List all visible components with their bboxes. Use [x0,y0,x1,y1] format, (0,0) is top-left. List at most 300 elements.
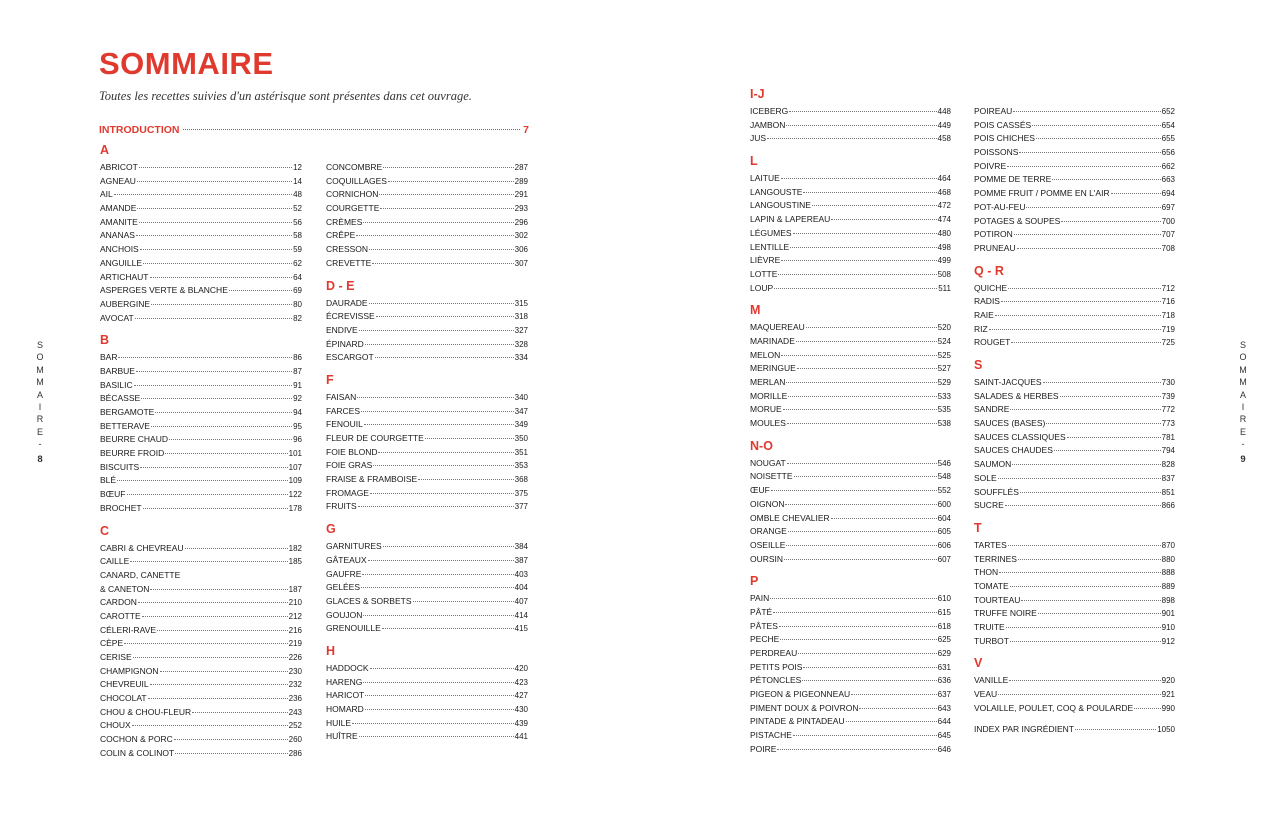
toc-entry[interactable] [326,175,528,189]
toc-entry[interactable] [100,392,302,406]
dot-leader [365,709,514,710]
toc-entry[interactable] [750,457,951,471]
toc-entry[interactable] [974,499,1175,513]
dot-leader [1036,138,1161,139]
toc-entry-label: TERRINES [974,553,1017,564]
dot-leader [846,721,937,722]
dot-leader [767,138,937,139]
dot-leader [359,330,514,331]
toc-entry-page: 351 [514,447,528,457]
toc-entry[interactable] [750,213,951,227]
section-letter: D - E [326,278,355,293]
toc-entry[interactable] [100,351,302,365]
toc-entry[interactable] [326,622,528,636]
toc-entry[interactable] [100,271,302,285]
toc-entry[interactable] [100,733,302,747]
toc-entry[interactable] [326,243,528,257]
toc-entry[interactable] [750,715,951,729]
toc-entry-page: 95 [293,421,302,431]
toc-entry[interactable] [326,297,528,311]
dot-leader [356,235,513,236]
toc-entry[interactable] [974,309,1175,323]
dot-leader [143,508,288,509]
toc-entry-label: BISCUITS [100,461,140,472]
toc-entry[interactable] [974,295,1175,309]
toc-entry[interactable] [750,349,951,363]
dot-leader [790,247,936,248]
toc-entry-page: 122 [288,490,302,500]
toc-entry[interactable] [326,216,528,230]
toc-entry[interactable] [750,512,951,526]
toc-entry-label: POISSONS [974,147,1019,158]
dot-leader [797,368,937,369]
toc-entry[interactable] [100,624,302,638]
toc-entry[interactable] [750,729,951,743]
toc-entry[interactable] [326,229,528,243]
toc-entry[interactable] [100,406,302,420]
toc-entry-page: 291 [514,190,528,200]
toc-entry[interactable] [326,257,528,271]
toc-entry[interactable] [974,444,1175,458]
toc-entry[interactable] [326,487,528,501]
toc-entry-page: 643 [937,703,951,713]
toc-entry-page: 880 [1161,554,1175,564]
toc-entry[interactable] [100,433,302,447]
dot-leader [777,749,936,750]
toc-entry-page: 347 [514,406,528,416]
toc-entry[interactable] [326,500,528,514]
toc-entry[interactable] [974,390,1175,404]
toc-entry[interactable] [974,215,1175,229]
dot-leader [1010,409,1160,410]
toc-entry[interactable] [974,566,1175,580]
running-head-letter: R [1239,414,1247,425]
toc-entry[interactable] [326,703,528,717]
toc-entry[interactable] [750,254,951,268]
toc-entry-page: 607 [937,554,951,564]
toc-entry-page: 837 [1161,473,1175,483]
toc-entry-label: NOUGAT [750,457,786,468]
dot-leader [174,739,288,740]
toc-entry-label: CHOUX [100,720,131,731]
toc-entry[interactable] [326,662,528,676]
toc-entry[interactable] [100,365,302,379]
toc-entry[interactable] [974,417,1175,431]
dot-leader [372,263,513,264]
toc-entry-label: LIÈVRE [750,255,781,266]
toc-entry[interactable] [326,418,528,432]
toc-entry[interactable] [974,146,1175,160]
toc-entry[interactable] [750,105,951,119]
toc-entry[interactable] [100,488,302,502]
toc-entry[interactable] [100,692,302,706]
toc-entry-page: 404 [514,583,528,593]
toc-entry-label: PIGEON & PIGEONNEAU [750,689,851,700]
toc-entry-page: 430 [514,705,528,714]
toc-entry-page: 851 [1161,487,1175,497]
toc-entry-label: AIL [100,189,113,200]
toc-entry[interactable] [750,186,951,200]
toc-entry[interactable] [750,620,951,634]
toc-entry-label: GELÉES [326,582,361,593]
dot-leader [114,194,292,195]
toc-entry[interactable] [974,486,1175,500]
toc-entry[interactable] [750,227,951,241]
toc-entry-label: ESCARGOT [326,352,374,363]
toc-entry[interactable] [974,376,1175,390]
toc-entry[interactable] [750,199,951,213]
running-head-letter: O [36,352,44,363]
toc-entry[interactable] [750,661,951,675]
toc-entry-label: PINTADE & PINTADEAU [750,716,845,727]
toc-entry[interactable] [100,555,302,569]
toc-entry[interactable] [974,539,1175,553]
toc-entry[interactable] [100,161,302,175]
toc-entry-page: 296 [514,217,528,227]
toc-entry[interactable] [326,405,528,419]
toc-entry-page: 423 [514,677,528,687]
toc-entry-label: VOLAILLE, POULET, COQ & POULARDE [974,702,1134,713]
toc-entry[interactable] [100,502,302,516]
toc-entry[interactable] [100,569,302,583]
dot-leader [794,476,937,477]
toc-entry[interactable] [100,461,302,475]
dot-leader [771,490,937,491]
toc-entry[interactable] [100,284,302,298]
toc-entry[interactable] [326,324,528,338]
toc-entry[interactable] [326,554,528,568]
toc-entry-page: 898 [1161,595,1175,605]
toc-entry-page: 480 [937,228,951,238]
toc-entry[interactable] [326,609,528,623]
toc-entry[interactable] [750,268,951,282]
toc-entry-label: LAITUE [750,173,780,184]
dot-leader [786,545,936,546]
toc-entry-label: ARTICHAUT [100,271,149,282]
toc-entry[interactable] [974,187,1175,201]
toc-entry[interactable] [326,161,528,175]
dot-leader [859,708,936,709]
toc-entry[interactable] [326,432,528,446]
toc-entry-page: 407 [514,596,528,606]
toc-entry-page: 533 [937,391,951,401]
toc-entry[interactable] [326,689,528,703]
dot-leader [359,736,514,737]
toc-entry-page: 182 [288,543,302,553]
toc-entry-page: 912 [1161,636,1175,646]
toc-entry[interactable] [750,376,951,390]
dot-leader [136,235,292,236]
dot-leader [1038,613,1161,614]
dot-leader [369,249,514,250]
toc-entry[interactable] [326,581,528,595]
toc-entry[interactable] [100,596,302,610]
toc-entry-page: 529 [937,378,951,387]
toc-entry-page: 293 [514,204,528,214]
toc-entry-label: CANARD, CANETTE [100,569,181,580]
toc-entry[interactable] [750,321,951,335]
running-head-letter: S [36,340,43,350]
toc-entry[interactable] [100,188,302,202]
toc-entry-label: POT-AU-FEU [974,201,1026,212]
dot-leader [364,424,514,425]
toc-entry-page: 654 [1161,120,1175,130]
toc-entry-page: 901 [1161,609,1175,619]
toc-entry-page: 318 [514,312,528,322]
toc-entry[interactable] [326,391,528,405]
toc-entry[interactable] [100,420,302,434]
toc-entry-page: 794 [1161,446,1175,456]
toc-entry[interactable] [100,447,302,461]
toc-entry-page: 468 [937,187,951,197]
dot-leader [1021,600,1160,601]
dot-leader [363,682,513,683]
toc-entry[interactable] [100,637,302,651]
toc-entry-page: 520 [937,323,951,333]
toc-entry-page: 92 [293,394,302,404]
toc-entry-label: POIVRE [974,160,1007,171]
toc-entry[interactable] [326,595,528,609]
toc-entry[interactable] [974,323,1175,337]
toc-entry[interactable] [100,678,302,692]
dot-leader [785,504,936,505]
toc-entry-page: 375 [514,488,528,498]
toc-entry[interactable] [974,105,1175,119]
toc-entry-page: 449 [937,120,951,130]
toc-entry-label: CONCOMBRE [326,162,383,172]
toc-entry[interactable] [326,717,528,731]
toc-entry[interactable] [326,188,528,202]
toc-entry[interactable] [100,257,302,271]
toc-entry[interactable] [100,175,302,189]
toc-entry[interactable] [974,621,1175,635]
toc-entry-label: VANILLE [974,675,1009,686]
toc-entry[interactable] [974,702,1175,716]
toc-entry-label: GOUJON [326,609,363,620]
toc-entry[interactable] [750,674,951,688]
toc-entry-page: 441 [514,732,528,742]
toc-entry-label: GARNITURES [326,541,382,552]
toc-entry[interactable] [974,674,1175,688]
toc-entry[interactable] [974,635,1175,649]
toc-entry[interactable] [974,472,1175,486]
dot-leader [151,426,292,427]
toc-entry[interactable] [974,242,1175,256]
toc-column-4 [974,105,1175,737]
toc-entry-page: 353 [514,461,528,471]
running-head-letter: M [1239,377,1247,388]
toc-entry[interactable] [750,743,951,757]
toc-entry-page: 636 [937,676,951,686]
toc-entry-label: POMME DE TERRE [974,174,1052,185]
toc-entry[interactable] [750,484,951,498]
toc-entry[interactable] [750,553,951,567]
toc-entry[interactable] [100,379,302,393]
dot-leader [1018,559,1161,560]
section-letter: V [974,656,983,671]
dot-leader [376,316,514,317]
toc-entry[interactable] [974,594,1175,608]
toc-entry-page: 474 [937,215,951,225]
toc-entry[interactable] [100,665,302,679]
toc-entry[interactable] [100,747,302,761]
toc-entry[interactable] [326,446,528,460]
dot-leader [1009,680,1160,681]
toc-entry-label: SUCRE [974,500,1004,511]
toc-entry-label: ABRICOT [100,162,138,172]
toc-entry[interactable] [974,160,1175,174]
toc-entry[interactable] [326,730,528,744]
toc-entry[interactable] [750,688,951,702]
toc-entry[interactable] [326,540,528,554]
toc-entry[interactable] [974,119,1175,133]
toc-entry[interactable] [974,431,1175,445]
toc-entry[interactable] [750,241,951,255]
toc-entry-label: RAIE [974,309,994,320]
section-letter: F [326,372,334,387]
toc-entry-introduction[interactable] [99,123,529,137]
toc-entry[interactable] [974,723,1175,737]
toc-entry-label: LANGOUSTE [750,186,803,197]
toc-entry-page: 663 [1161,175,1175,185]
toc-entry-label: SOLE [974,472,997,483]
dot-leader [774,288,937,289]
dot-leader [1075,729,1156,730]
toc-entry-label: BÉCASSE [100,393,141,404]
toc-entry[interactable] [100,202,302,216]
toc-entry[interactable] [750,362,951,376]
toc-entry-label: OURSIN [750,553,784,564]
toc-entry[interactable] [326,568,528,582]
toc-entry[interactable] [750,592,951,606]
toc-entry-label: JUS [750,133,767,144]
toc-entry[interactable] [750,606,951,620]
toc-entry[interactable] [750,132,951,146]
toc-entry[interactable] [750,403,951,417]
toc-entry[interactable] [750,525,951,539]
toc-entry[interactable] [100,583,302,597]
toc-entry-page: 527 [937,364,951,374]
toc-entry[interactable] [974,403,1175,417]
toc-entry[interactable] [100,706,302,720]
toc-entry-page: 499 [937,256,951,266]
toc-entry-page: 772 [1161,405,1175,415]
toc-entry-label: CHOU & CHOU-FLEUR [100,706,192,717]
toc-entry[interactable] [100,298,302,312]
toc-entry[interactable] [100,474,302,488]
toc-entry-page: 535 [937,405,951,415]
toc-entry-label: GÂTEAUX [326,554,367,565]
dot-leader [851,694,937,695]
toc-entry[interactable] [750,498,951,512]
toc-entry[interactable] [326,351,528,365]
toc-entry-label: FRUITS [326,501,357,512]
toc-entry[interactable] [974,607,1175,621]
toc-entry[interactable] [974,458,1175,472]
dot-leader [143,263,292,264]
toc-entry[interactable] [974,282,1175,296]
toc-entry[interactable] [974,173,1175,187]
dot-leader [365,695,513,696]
toc-entry[interactable] [100,216,302,230]
toc-entry[interactable] [750,470,951,484]
toc-entry[interactable] [750,702,951,716]
toc-entry-page: 725 [1161,338,1175,348]
toc-entry[interactable] [100,719,302,733]
toc-entry-page: 511 [938,283,951,293]
toc-entry[interactable] [974,132,1175,146]
dot-leader [780,639,936,640]
toc-entry[interactable] [750,282,951,296]
dot-leader [1001,301,1161,302]
toc-entry-label: ROUGET [974,337,1011,348]
toc-entry[interactable] [100,229,302,243]
toc-entry-label: FOIE BLOND [326,446,378,457]
toc-entry-page: 80 [293,299,302,309]
toc-entry[interactable] [750,647,951,661]
toc-entry-label: ANGUILLE [100,257,143,268]
toc-entry[interactable] [974,553,1175,567]
toc-entry[interactable] [750,633,951,647]
running-head-letter: A [1239,389,1246,400]
toc-entry[interactable] [974,580,1175,594]
toc-entry[interactable] [974,201,1175,215]
toc-entry[interactable] [326,202,528,216]
toc-entry-label: SALADES & HERBES [974,390,1059,401]
toc-entry-page: 243 [288,707,302,717]
toc-entry-label: PÉTONCLES [750,675,802,686]
toc-entry[interactable] [750,172,951,186]
toc-entry-page: 58 [293,231,302,241]
toc-entry[interactable] [100,610,302,624]
toc-entry[interactable] [974,688,1175,702]
toc-entry[interactable] [750,390,951,404]
toc-entry-label: COLIN & COLINOT [100,747,175,758]
dot-leader [995,315,1161,316]
toc-entry[interactable] [100,243,302,257]
dot-leader [363,615,513,616]
toc-entry-page: 548 [937,472,951,482]
toc-entry[interactable] [750,119,951,133]
dot-leader [798,653,936,654]
toc-entry[interactable] [750,417,951,431]
dot-leader [999,572,1161,573]
toc-entry[interactable] [326,459,528,473]
dot-leader [118,357,292,358]
toc-entry-page: 719 [1161,324,1175,334]
toc-entry[interactable] [326,310,528,324]
toc-entry-label: BARBUE [100,365,135,376]
toc-entry-page: 866 [1161,501,1175,511]
toc-entry[interactable] [974,336,1175,350]
toc-entry[interactable] [974,228,1175,242]
toc-entry[interactable] [326,338,528,352]
toc-entry-label: INDEX PAR INGRÉDIENT [974,724,1074,735]
toc-entry-page: 415 [514,624,528,634]
toc-entry[interactable] [750,539,951,553]
toc-entry[interactable] [100,651,302,665]
toc-entry-label: PERDREAU [750,648,798,658]
toc-entry-page: 62 [293,258,302,268]
toc-entry[interactable] [100,312,302,326]
toc-entry[interactable] [750,335,951,349]
toc-entry[interactable] [100,542,302,556]
toc-entry[interactable] [326,473,528,487]
toc-entry-page: 327 [514,325,528,335]
toc-entry[interactable] [326,676,528,690]
toc-entry-page: 662 [1161,161,1175,171]
dot-leader [155,412,292,413]
